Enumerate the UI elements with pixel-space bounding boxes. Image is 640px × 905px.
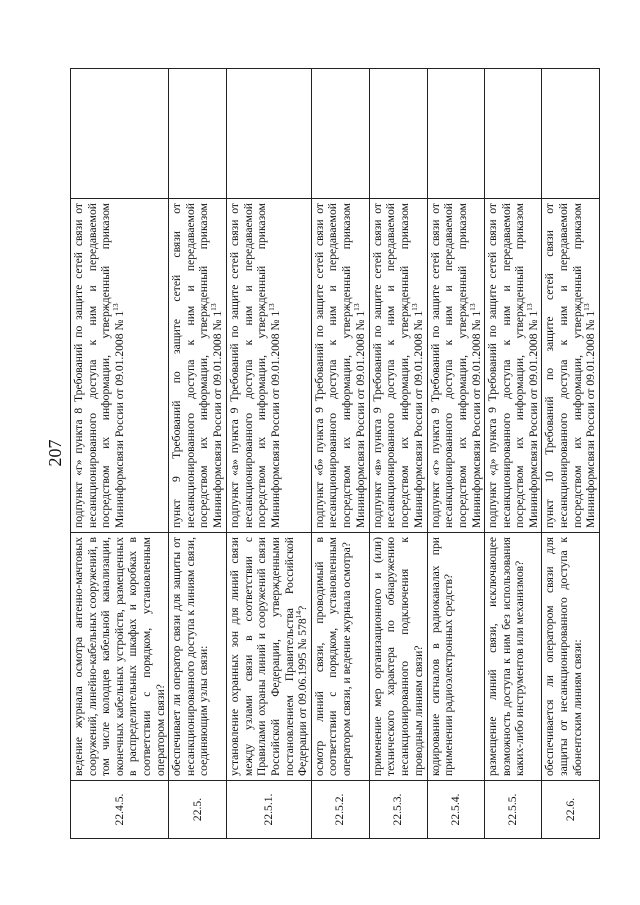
reference-cell (169, 199, 227, 533)
table-row (71, 69, 169, 839)
question-cell (169, 533, 227, 781)
item-number: 22.5.4. (427, 781, 484, 839)
reference-cell (311, 199, 369, 533)
reference-text: подпункт «г» пункта 8 Требований по защите сетей связи от несанкционированного доступа к ним и передаваемой посредством их информации, утвержденный приказом Мининформсвязи России от 09.01.2008 № 1 (72, 203, 126, 528)
reference-text: пункт 10 Требований по защите сетей связи от несанкционированного доступа к ним и передаваемой посредством их информации, утвержденный приказом Мининформсвязи России от 09.01.2008 № 1 (543, 203, 598, 528)
reference-text: подпункт «а» пункта 9 Требований по защите сетей связи от несанкционированного доступа к ним и передаваемой посредством их информации, утвержденный приказом Мининформсвязи России от 09.01.2008 № 1 (228, 203, 282, 528)
empty-cell (427, 69, 484, 199)
question-tail: ? (296, 605, 310, 611)
question-text: осмотр линий связи, проводимый в соответствии с порядком, установленным оператором связи, и ведение журнала осмотра? (312, 537, 353, 776)
requirements-table (70, 68, 600, 839)
question-text: обеспечивает ли оператор связи для защиты от несанкционированного доступа к линиям связи, соединяющим узлы связи: (170, 537, 211, 776)
empty-cell (227, 69, 312, 199)
item-number: 22.5.3. (369, 781, 427, 839)
item-number: 22.5.1. (227, 781, 312, 839)
reference-cell (369, 199, 427, 533)
item-number: 22.5.5. (485, 781, 542, 839)
footnote-mark: 13 (209, 303, 219, 311)
table-row (542, 69, 599, 839)
question-cell (542, 533, 599, 781)
footnote-mark: 13 (525, 303, 535, 311)
footnote-mark: 13 (467, 303, 477, 311)
question-text: обеспечивается ли оператором связи для защиты от несанкционированного доступа к абонентским линиям связи: (543, 537, 584, 776)
question-text: размещение линий связи, исключающее возможность доступа к ним без использования каких-либо инструментов или механизмов? (486, 537, 527, 776)
table-row (227, 69, 312, 839)
empty-cell (71, 69, 169, 199)
empty-cell (485, 69, 542, 199)
question-text: применение мер организационного и (или) технического характера по обнаружению несанкционированного подключения к проводным линиям связи? (370, 537, 425, 776)
reference-text: пункт 9 Требований по защите сетей связи от несанкционированного доступа к ним и передаваемой посредством их информации, утвержденный приказом Мининформсвязи России от 09.01.2008 № 1 (170, 203, 224, 528)
reference-cell (227, 199, 312, 533)
question-text: кодирование сигналов в радиоканалах при применении радиоэлектронных средств? (428, 537, 456, 776)
question-text: установление охранных зон для линий связи между узлами связи в соответствии с Правилами охраны линий и сооружений связи Российской Федерации, утвержденными постановлением Правительства Российской Федерации от 09.06.1995 № 578 (228, 537, 310, 776)
empty-cell (369, 69, 427, 199)
reference-text: подпункт «б» пункта 9 Требований по защите сетей связи от несанкционированного доступа к ним и передаваемой посредством их информации, утвержденный приказом Мининформсвязи России от 09.01.2008 № 1 (312, 203, 367, 528)
reference-cell (485, 199, 542, 533)
item-number: 22.5. (169, 781, 227, 839)
question-cell (369, 533, 427, 781)
footnote-mark: 13 (267, 303, 277, 311)
reference-text: подпункт «г» пункта 9 Требований по защите сетей связи от несанкционированного доступа к ним и передаваемой посредством их информации, утвержденный приказом Мининформсвязи России от 09.01.2008 № 1 (428, 203, 483, 528)
page-number: 207 (45, 439, 65, 467)
item-number: 22.6. (542, 781, 599, 839)
question-text: ведение журнала осмотра антенно-мачтовых сооружений, линейно-кабельных сооружений, в том числе колодцев кабельной канализации, оконечных кабельных устройств, размещенных в распределительных шкафах и коробках в соответствии с порядком, установленным оператором связи? (72, 537, 167, 776)
table-row (311, 69, 369, 839)
empty-cell (311, 69, 369, 199)
empty-cell (542, 69, 599, 199)
footnote-mark: 13 (409, 303, 419, 311)
footnote-mark: 13 (582, 303, 592, 311)
footnote-mark: 13 (110, 303, 120, 311)
question-cell (485, 533, 542, 781)
question-cell (227, 533, 312, 781)
footnote-mark: 14 (294, 610, 304, 619)
reference-cell (71, 199, 169, 533)
question-cell (311, 533, 369, 781)
table-row (169, 69, 227, 839)
table-row (427, 69, 484, 839)
item-number: 22.5.2. (311, 781, 369, 839)
reference-text: подпункт «в» пункта 9 Требований по защите сетей связи от несанкционированного доступа к ним и передаваемой посредством их информации, утвержденный приказом Мининформсвязи России от 09.01.2008 № 1 (370, 203, 425, 528)
table-row (369, 69, 427, 839)
rotated-table-container (70, 69, 598, 839)
table-row (485, 69, 542, 839)
item-number: 22.4.5. (71, 781, 169, 839)
question-cell (71, 533, 169, 781)
footnote-mark: 13 (351, 303, 361, 311)
empty-cell (169, 69, 227, 199)
reference-cell (542, 199, 599, 533)
question-cell (427, 533, 484, 781)
reference-text: подпункт «д» пункта 9 Требований по защите сетей связи от несанкционированного доступа к ним и передаваемой посредством их информации, утвержденный приказом Мининформсвязи России от 09.01.2008 № 1 (486, 203, 540, 528)
reference-cell (427, 199, 484, 533)
